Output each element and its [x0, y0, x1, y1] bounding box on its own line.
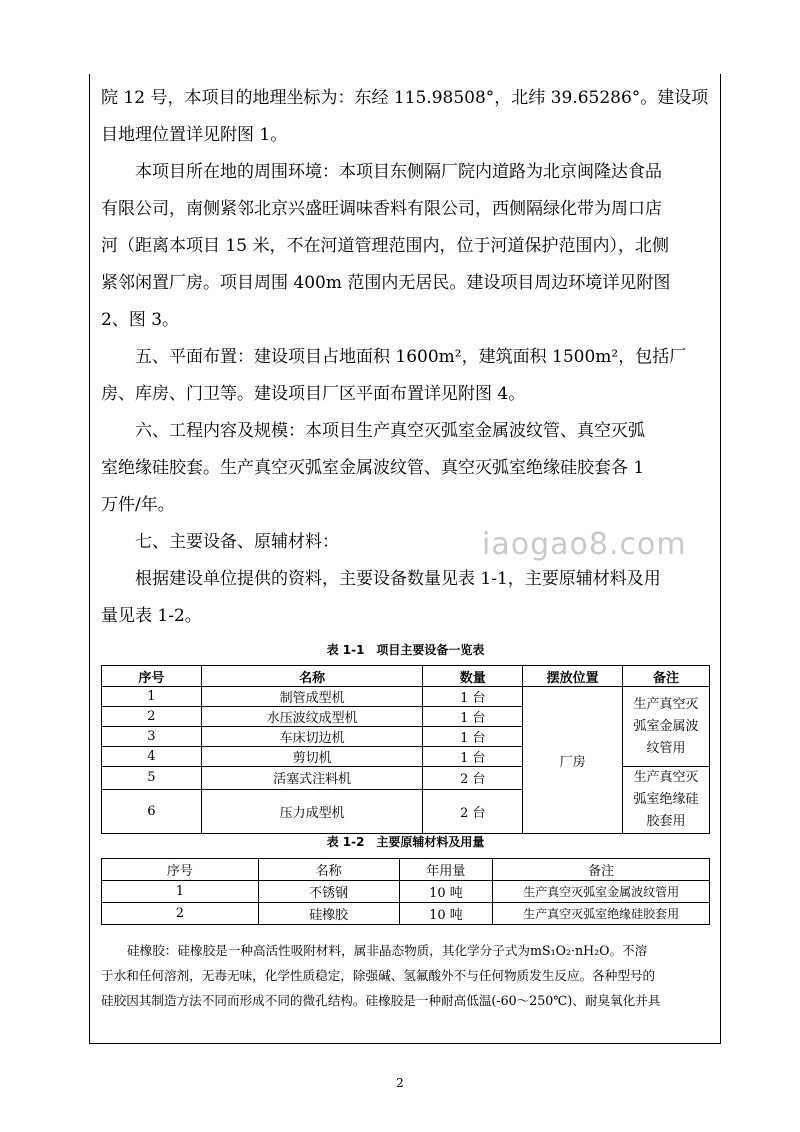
para-line: 紧邻闲置厂房。项目周围 400m 范围内无居民。建设项目周边环境详见附图: [101, 273, 671, 293]
header-cell: 名称: [201, 666, 423, 687]
cell-name: 硅橡胶: [258, 903, 399, 925]
para-line: 院 12 号，本项目的地理坐标为：东经 115.98508°，北纬 39.65286°。建设项: [101, 88, 709, 108]
cell-note: 生产真空灭弧室绝缘硅胶套用: [493, 903, 710, 925]
silicone-description: [101, 938, 713, 1013]
table-row: [102, 881, 710, 903]
cell-qty: 10 吨: [399, 881, 493, 903]
cell-no: 1: [102, 687, 202, 707]
header-cell: 备注: [623, 666, 710, 687]
desc-line: 于水和任何溶剂，无毒无味，化学性质稳定，除强碱、氢氟酸外不与任何物质发生反应。各种型号的: [101, 968, 656, 983]
cell-qty: 1 台: [423, 747, 523, 767]
table-header-row: [102, 859, 710, 881]
header-cell: 序号: [102, 859, 259, 881]
header-cell: 序号: [102, 666, 202, 687]
table2-caption: 表 1-2 主要原辅材料及用量: [326, 835, 485, 849]
cell-qty: 10 吨: [399, 903, 493, 925]
para-line: 七、主要设备、原辅材料：: [135, 532, 339, 552]
header-cell: 名称: [258, 859, 399, 881]
cell-no: 5: [102, 767, 202, 790]
header-cell: 备注: [493, 859, 710, 881]
para-line: 2、图 3。: [101, 310, 180, 330]
cell-note: 生产真空灭弧室金属波纹管用: [493, 881, 710, 903]
para-line: 六、工程内容及规模：本项目生产真空灭弧室金属波纹管、真空灭弧: [135, 421, 645, 441]
para-line: 目地理位置详见附图 1。: [101, 125, 288, 145]
cell-qty: 1 台: [423, 727, 523, 747]
materials-table: [101, 858, 710, 925]
note-text: 生产真空灭弧室金属波纹管用: [633, 696, 699, 756]
cell-name: 剪切机: [201, 747, 423, 767]
desc-line: 硅胶因其制造方法不同而形成不同的微孔结构。硅橡胶是一种耐高低温(-60～250℃)、耐臭氧化并具: [101, 993, 661, 1008]
page-number: 2: [396, 1076, 404, 1090]
cell-qty: 1 台: [423, 687, 523, 707]
cell-note: [623, 767, 710, 834]
cell-note: [623, 687, 710, 767]
cell-name: 车床切边机: [201, 727, 423, 747]
table-row: [102, 903, 710, 925]
table-header-row: [102, 666, 710, 687]
cell-name: 活塞式注料机: [201, 767, 423, 790]
cell-no: 4: [102, 747, 202, 767]
para-line: 河（距离本项目 15 米，不在河道管理范围内，位于河道保护范围内），北侧: [101, 236, 669, 256]
note-text: 生产真空灭弧室绝缘硅胶套用: [633, 770, 699, 829]
para-line: 房、库房、门卫等。建设项目厂区平面布置详见附图 4。: [101, 384, 526, 404]
watermark: iaogao8.com: [482, 527, 687, 562]
table1-caption: 表 1-1 项目主要设备一览表: [326, 643, 485, 657]
para-line: 室绝缘硅胶套。生产真空灭弧室金属波纹管、真空灭弧室绝缘硅胶套各 1: [101, 458, 645, 478]
para-line: 万件/年。: [101, 495, 175, 515]
cell-no: 3: [102, 727, 202, 747]
cell-qty: 1 台: [423, 707, 523, 727]
para-line: 五、平面布置：建设项目占地面积 1600m²，建筑面积 1500m²，包括厂: [135, 347, 687, 367]
cell-qty: 2 台: [423, 789, 523, 833]
equipment-table: [101, 665, 710, 834]
header-cell: 数量: [423, 666, 523, 687]
cell-qty: 2 台: [423, 767, 523, 790]
cell-no: 1: [102, 881, 259, 903]
cell-location: 厂房: [523, 687, 623, 834]
para-line: 有限公司，南侧紧邻北京兴盛旺调味香料有限公司，西侧隔绿化带为周口店: [101, 199, 662, 219]
cell-name: 水压波纹成型机: [201, 707, 423, 727]
table-row: [102, 687, 710, 707]
para-line: 根据建设单位提供的资料，主要设备数量见表 1-1，主要原辅材料及用: [135, 569, 661, 589]
para-line: 量见表 1-2。: [101, 606, 202, 626]
cell-name: 压力成型机: [201, 789, 423, 833]
cell-no: 6: [102, 789, 202, 833]
para-line: 本项目所在地的周围环境：本项目东侧隔厂院内道路为北京闽隆达食品: [135, 162, 662, 182]
cell-no: 2: [102, 707, 202, 727]
header-cell: 摆放位置: [523, 666, 623, 687]
cell-name: 制管成型机: [201, 687, 423, 707]
header-cell: 年用量: [399, 859, 493, 881]
cell-name: 不锈钢: [258, 881, 399, 903]
desc-line: 硅橡胶：硅橡胶是一种高活性吸附材料，属非晶态物质，其化学分子式为mS₁O₂·nH₂O。不溶: [127, 943, 648, 958]
cell-no: 2: [102, 903, 259, 925]
